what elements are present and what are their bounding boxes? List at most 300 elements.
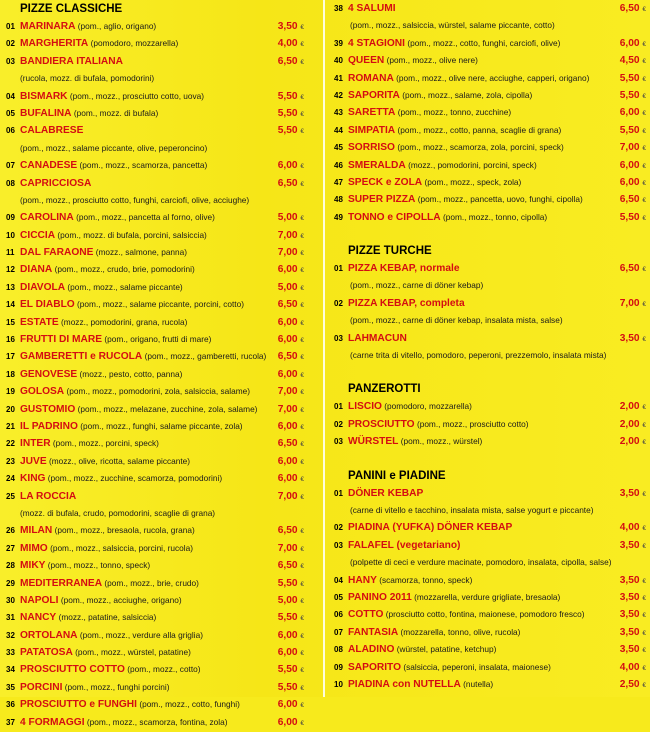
price-value: 7,00 bbox=[277, 247, 298, 259]
item-name: 4 STAGIONI bbox=[348, 37, 405, 49]
currency-symbol: € bbox=[300, 528, 304, 536]
menu-item bbox=[330, 157, 650, 174]
item-ingredients: (rucola, mozz. di bufala, pomodorini) bbox=[20, 73, 155, 84]
item-ingredients: (mozz., pesto, cotto, panna) bbox=[79, 368, 183, 379]
currency-symbol: € bbox=[642, 335, 646, 343]
price-value: 5,00 bbox=[277, 212, 298, 224]
price-value: 6,50 bbox=[619, 194, 640, 206]
item-number: 39 bbox=[334, 38, 343, 48]
price-value: 7,00 bbox=[277, 490, 298, 502]
menu-item bbox=[0, 227, 318, 244]
menu-item bbox=[0, 18, 318, 35]
currency-symbol: € bbox=[300, 650, 304, 658]
price-value: 3,50 bbox=[619, 574, 640, 586]
item-name: JUVE bbox=[20, 455, 47, 467]
item-number: 04 bbox=[334, 575, 343, 585]
item-name: FRUTTI DI MARE bbox=[20, 334, 103, 346]
menu-item bbox=[0, 418, 318, 435]
currency-symbol: € bbox=[300, 545, 304, 553]
currency-symbol: € bbox=[300, 354, 304, 362]
item-number: 03 bbox=[334, 437, 343, 447]
currency-symbol: € bbox=[300, 406, 304, 414]
item-number: 41 bbox=[334, 73, 343, 83]
panzerotti-list bbox=[330, 398, 650, 450]
price-value: 3,50 bbox=[619, 609, 640, 621]
currency-symbol: € bbox=[642, 681, 646, 689]
item-price bbox=[278, 575, 304, 593]
menu-item bbox=[330, 589, 650, 606]
currency-symbol: € bbox=[300, 458, 304, 466]
item-ingredients: (pom., mozz., scamorza, fontina, zola) bbox=[86, 716, 228, 727]
price-value: 5,50 bbox=[277, 664, 298, 676]
price-value: 5,00 bbox=[277, 281, 298, 293]
currency-symbol: € bbox=[300, 128, 304, 136]
currency-symbol: € bbox=[300, 597, 304, 605]
item-name: GOLOSA bbox=[20, 386, 65, 398]
menu-item bbox=[0, 122, 318, 139]
item-ingredients: (mozz., salmone, panna) bbox=[95, 247, 188, 258]
price-value: 6,50 bbox=[619, 263, 640, 275]
item-price bbox=[278, 540, 304, 558]
item-number: 26 bbox=[6, 526, 15, 536]
menu-item bbox=[330, 398, 650, 415]
currency-symbol: € bbox=[642, 214, 646, 222]
spacer bbox=[330, 364, 650, 380]
item-ingredients: (pom., mozz., würstel) bbox=[400, 436, 483, 447]
item-ingredients: (pom., mozz., pancetta al forno, olive) bbox=[76, 212, 215, 223]
item-price bbox=[278, 522, 304, 540]
price-value: 7,00 bbox=[277, 386, 298, 398]
item-price bbox=[278, 261, 304, 279]
item-ingredients: (pom., mozz., scamorza, pancetta) bbox=[79, 160, 208, 171]
item-ingredients: (pom., mozz., salsiccia, würstel, salame piccante, cotto) bbox=[350, 20, 555, 31]
menu-item bbox=[330, 139, 650, 156]
item-ingredients: (polpette di ceci e verdure macinate, pomodoro, insalata, cipolla, salse) bbox=[350, 557, 612, 568]
item-number: 19 bbox=[6, 387, 15, 397]
currency-symbol: € bbox=[642, 439, 646, 447]
item-name: HANY bbox=[348, 574, 377, 586]
item-number: 28 bbox=[6, 561, 15, 571]
item-number: 13 bbox=[6, 282, 15, 292]
currency-symbol: € bbox=[300, 493, 304, 501]
item-ingredients: (pom., mozz., salame piccante, porcini, cotto) bbox=[77, 299, 244, 310]
menu-item bbox=[0, 557, 318, 574]
price-value: 3,50 bbox=[619, 626, 640, 638]
item-name: ALADINO bbox=[348, 644, 395, 656]
section-title-turche: PIZZE TURCHE bbox=[348, 245, 432, 258]
currency-symbol: € bbox=[642, 612, 646, 620]
item-ingredients: (pom., mozz., brie, crudo) bbox=[104, 577, 199, 588]
item-price bbox=[278, 714, 304, 732]
currency-symbol: € bbox=[300, 423, 304, 431]
item-number: 47 bbox=[334, 177, 343, 187]
item-number: 27 bbox=[6, 543, 15, 553]
menu-item bbox=[0, 714, 318, 731]
item-ingredients: (pom., mozz., olive nere, acciughe, capperi, origano) bbox=[396, 72, 590, 83]
item-price bbox=[620, 35, 646, 53]
menu-item bbox=[0, 209, 318, 226]
currency-symbol: € bbox=[642, 404, 646, 412]
menu-item bbox=[0, 627, 318, 644]
menu-item bbox=[0, 296, 318, 313]
item-ingredients: (carne di vitello e tacchino, insalata mista, salse yogurt e piccante) bbox=[350, 504, 594, 515]
currency-symbol: € bbox=[642, 6, 646, 13]
item-name: PIADINA (YUFKA) DÖNER KEBAP bbox=[348, 522, 513, 534]
menu-item bbox=[0, 314, 318, 331]
item-price bbox=[278, 105, 304, 123]
menu-item bbox=[0, 261, 318, 278]
item-price bbox=[620, 139, 646, 157]
menu-item bbox=[0, 609, 318, 626]
item-price bbox=[278, 122, 304, 140]
item-number: 21 bbox=[6, 421, 15, 431]
price-value: 6,00 bbox=[277, 420, 298, 432]
item-ingredients: (pom., mozz., cotto) bbox=[127, 664, 201, 675]
item-price bbox=[278, 592, 304, 610]
item-name: IL PADRINO bbox=[20, 420, 78, 432]
menu-item bbox=[330, 122, 650, 139]
item-name: BUFALINA bbox=[20, 107, 72, 119]
item-ingredients: (pom., mozz., cotto, funghi, carciofi, olive) bbox=[407, 37, 561, 48]
item-price bbox=[278, 35, 304, 53]
item-name: PATATOSA bbox=[20, 647, 73, 659]
menu-item bbox=[330, 624, 650, 641]
item-number: 46 bbox=[334, 160, 343, 170]
item-name: LA ROCCIA bbox=[20, 490, 77, 502]
item-number: 08 bbox=[334, 645, 343, 655]
item-price bbox=[278, 401, 304, 419]
item-name: GAMBERETTI e RUCOLA bbox=[20, 351, 143, 363]
item-number: 34 bbox=[6, 665, 15, 675]
item-number: 09 bbox=[334, 662, 343, 672]
item-ingredients: (pom., mozz., acciughe, origano) bbox=[60, 594, 182, 605]
currency-symbol: € bbox=[300, 163, 304, 171]
item-ingredients-line bbox=[330, 347, 650, 364]
item-ingredients: (pom., mozz., verdure alla griglia) bbox=[79, 629, 203, 640]
price-value: 4,00 bbox=[619, 522, 640, 534]
item-name: SAPORITO bbox=[348, 661, 402, 673]
price-value: 6,00 bbox=[277, 160, 298, 172]
item-number: 01 bbox=[334, 488, 343, 498]
item-name: LAHMACUN bbox=[348, 332, 407, 344]
item-name: MIKY bbox=[20, 560, 46, 572]
menu-item bbox=[330, 641, 650, 658]
item-name: SIMPATIA bbox=[348, 124, 396, 136]
item-price bbox=[278, 470, 304, 488]
currency-symbol: € bbox=[300, 563, 304, 571]
item-ingredients: (pom., mozz., carne di döner kebap) bbox=[350, 280, 484, 291]
price-value: 6,00 bbox=[277, 699, 298, 711]
price-value: 6,50 bbox=[277, 560, 298, 572]
item-price bbox=[620, 519, 646, 537]
currency-symbol: € bbox=[300, 719, 304, 727]
item-name: 4 SALUMI bbox=[348, 3, 396, 14]
item-number: 03 bbox=[6, 56, 15, 66]
item-price bbox=[278, 418, 304, 436]
item-ingredients-line bbox=[330, 554, 650, 571]
menu-item bbox=[0, 331, 318, 348]
item-price bbox=[620, 537, 646, 555]
item-name: FALAFEL (vegetariano) bbox=[348, 539, 461, 551]
price-value: 6,00 bbox=[277, 629, 298, 641]
menu-item bbox=[0, 383, 318, 400]
item-ingredients: (pom., mozz., salsiccia, porcini, rucola) bbox=[50, 542, 193, 553]
menu-item bbox=[330, 52, 650, 69]
item-name: MARINARA bbox=[20, 21, 76, 32]
menu-item bbox=[0, 453, 318, 470]
item-ingredients: (pom., mozz., speck, zola) bbox=[424, 176, 522, 187]
item-name: INTER bbox=[20, 438, 51, 450]
item-ingredients-line bbox=[330, 502, 650, 519]
currency-symbol: € bbox=[642, 145, 646, 153]
menu-item bbox=[0, 279, 318, 296]
currency-symbol: € bbox=[300, 389, 304, 397]
item-name: FANTASIA bbox=[348, 626, 399, 638]
item-number: 33 bbox=[6, 648, 15, 658]
item-price bbox=[278, 279, 304, 297]
item-name: PROSCIUTTO COTTO bbox=[20, 664, 125, 676]
item-ingredients: (würstel, patatine, ketchup) bbox=[396, 644, 497, 655]
item-ingredients: (carne trita di vitello, pomodoro, peperoni, prezzemolo, insalata mista) bbox=[350, 350, 607, 361]
price-value: 6,00 bbox=[277, 647, 298, 659]
item-price bbox=[278, 366, 304, 384]
item-number: 01 bbox=[334, 402, 343, 412]
item-number: 49 bbox=[334, 212, 343, 222]
menu-item bbox=[0, 575, 318, 592]
section-title-panini: PANINI e PIADINE bbox=[348, 469, 446, 482]
item-number: 01 bbox=[6, 22, 15, 31]
price-value: 5,50 bbox=[619, 89, 640, 101]
item-number: 16 bbox=[6, 335, 15, 345]
price-value: 5,50 bbox=[619, 211, 640, 223]
item-number: 02 bbox=[334, 419, 343, 429]
item-number: 11 bbox=[6, 248, 15, 258]
currency-symbol: € bbox=[642, 75, 646, 83]
item-number: 38 bbox=[334, 4, 343, 13]
item-ingredients-line bbox=[330, 17, 650, 34]
item-ingredients: (mozzarella, verdure grigliate, bresaola) bbox=[414, 591, 561, 602]
item-number: 25 bbox=[6, 491, 15, 501]
item-name: PIADINA con NUTELLA bbox=[348, 678, 461, 690]
item-ingredients: (pomodoro, mozzarella) bbox=[384, 401, 472, 412]
right-column bbox=[330, 0, 650, 697]
item-name: PIZZA KEBAP, completa bbox=[348, 297, 465, 309]
currency-symbol: € bbox=[300, 24, 304, 31]
menu-item bbox=[0, 244, 318, 261]
item-number: 48 bbox=[334, 195, 343, 205]
item-number: 02 bbox=[334, 523, 343, 533]
item-ingredients: (pom., aglio, origano) bbox=[77, 21, 157, 31]
item-name: DIAVOLA bbox=[20, 281, 66, 293]
price-value: 6,00 bbox=[277, 716, 298, 728]
item-ingredients: (mozz., pomodorini, porcini, speck) bbox=[408, 159, 537, 170]
item-number: 10 bbox=[334, 679, 343, 689]
panini-list bbox=[330, 485, 650, 694]
menu-item bbox=[0, 592, 318, 609]
menu-item bbox=[330, 87, 650, 104]
currency-symbol: € bbox=[300, 232, 304, 240]
item-name: CICCIA bbox=[20, 229, 56, 241]
price-value: 4,50 bbox=[619, 55, 640, 67]
price-value: 4,00 bbox=[619, 661, 640, 673]
item-name: BISMARK bbox=[20, 90, 68, 102]
item-number: 17 bbox=[6, 352, 15, 362]
item-name: PROSCIUTTO e FUNGHI bbox=[20, 699, 137, 711]
item-price bbox=[278, 53, 304, 71]
item-price bbox=[620, 122, 646, 140]
item-price bbox=[620, 0, 646, 18]
currency-symbol: € bbox=[300, 476, 304, 484]
price-value: 6,00 bbox=[277, 368, 298, 380]
currency-symbol: € bbox=[300, 337, 304, 345]
price-value: 4,00 bbox=[277, 38, 298, 50]
menu-item bbox=[330, 209, 650, 226]
column-divider bbox=[323, 0, 325, 697]
item-name: MEDITERRANEA bbox=[20, 577, 103, 589]
item-number: 42 bbox=[334, 90, 343, 100]
item-name: CAROLINA bbox=[20, 212, 74, 224]
currency-symbol: € bbox=[642, 542, 646, 550]
menu-item bbox=[330, 485, 650, 502]
item-ingredients: (pom., mozz., olive nere) bbox=[386, 55, 478, 66]
menu-item bbox=[330, 260, 650, 277]
menu-item bbox=[330, 295, 650, 312]
menu-item bbox=[0, 470, 318, 487]
item-number: 09 bbox=[6, 213, 15, 223]
currency-symbol: € bbox=[642, 179, 646, 187]
price-value: 6,50 bbox=[619, 3, 640, 14]
currency-symbol: € bbox=[300, 684, 304, 692]
item-number: 03 bbox=[334, 333, 343, 343]
item-number: 23 bbox=[6, 456, 15, 466]
item-price bbox=[620, 295, 646, 313]
item-price bbox=[278, 488, 304, 506]
item-price bbox=[278, 348, 304, 366]
item-number: 18 bbox=[6, 369, 15, 379]
menu-item bbox=[330, 606, 650, 623]
item-ingredients: (pom., mozz., tonno, cipolla) bbox=[442, 211, 548, 222]
item-ingredients: (pom., origano, frutti di mare) bbox=[104, 334, 212, 345]
item-price bbox=[620, 641, 646, 659]
price-value: 5,50 bbox=[277, 681, 298, 693]
currency-symbol: € bbox=[642, 577, 646, 585]
item-name: WÜRSTEL bbox=[348, 436, 399, 448]
item-ingredients-line bbox=[0, 70, 318, 87]
price-value: 3,50 bbox=[277, 21, 298, 32]
menu-item bbox=[0, 540, 318, 557]
item-price bbox=[278, 644, 304, 662]
item-name: GUSTOMIO bbox=[20, 403, 76, 415]
item-price bbox=[620, 589, 646, 607]
classiche-cont-list bbox=[330, 0, 650, 226]
item-price bbox=[620, 606, 646, 624]
price-value: 5,50 bbox=[277, 125, 298, 137]
item-number: 14 bbox=[6, 300, 15, 310]
item-number: 22 bbox=[6, 439, 15, 449]
item-number: 30 bbox=[6, 595, 15, 605]
currency-symbol: € bbox=[642, 647, 646, 655]
item-name: NAPOLI bbox=[20, 594, 59, 606]
item-price bbox=[278, 453, 304, 471]
menu-item bbox=[330, 70, 650, 87]
price-value: 2,00 bbox=[619, 418, 640, 430]
price-value: 6,50 bbox=[277, 351, 298, 363]
item-name: COTTO bbox=[348, 609, 384, 621]
item-price bbox=[278, 331, 304, 349]
spacer bbox=[330, 451, 650, 467]
menu-item bbox=[0, 401, 318, 418]
item-price bbox=[620, 572, 646, 590]
item-ingredients: (pom., mozz., cotto, funghi) bbox=[139, 699, 240, 710]
currency-symbol: € bbox=[300, 284, 304, 292]
item-number: 10 bbox=[6, 230, 15, 240]
item-ingredients: (pom., mozz. di bufala) bbox=[73, 107, 159, 118]
classiche-list bbox=[0, 18, 318, 731]
item-name: 4 FORMAGGI bbox=[20, 716, 85, 728]
item-price bbox=[278, 609, 304, 627]
item-ingredients: (pom., mozz., tonno, speck) bbox=[47, 560, 151, 571]
item-name: MARGHERITA bbox=[20, 38, 89, 50]
item-ingredients: (pom., mozz., funghi porcini) bbox=[64, 681, 170, 692]
item-name: BANDIERA ITALIANA bbox=[20, 55, 123, 67]
item-name: LISCIO bbox=[348, 401, 382, 413]
menu-item bbox=[0, 661, 318, 678]
currency-symbol: € bbox=[642, 40, 646, 48]
item-number: 12 bbox=[6, 265, 15, 275]
menu-item bbox=[0, 175, 318, 192]
menu-item bbox=[330, 174, 650, 191]
item-price bbox=[620, 485, 646, 503]
item-name: MILAN bbox=[20, 525, 53, 537]
currency-symbol: € bbox=[642, 110, 646, 118]
item-name: QUEEN bbox=[348, 55, 385, 67]
item-ingredients-line bbox=[330, 312, 650, 329]
item-price bbox=[620, 330, 646, 348]
currency-symbol: € bbox=[300, 58, 304, 66]
currency-symbol: € bbox=[300, 302, 304, 310]
item-name: SPECK e ZOLA bbox=[348, 176, 423, 188]
currency-symbol: € bbox=[642, 197, 646, 205]
currency-symbol: € bbox=[300, 441, 304, 449]
item-ingredients: (pom., mozz., porcini, speck) bbox=[52, 438, 159, 449]
item-name: DÖNER KEBAP bbox=[348, 487, 424, 499]
item-ingredients: (pom., mozz., carne di döner kebap, insalata mista, salse) bbox=[350, 315, 563, 326]
item-ingredients-line bbox=[330, 277, 650, 294]
currency-symbol: € bbox=[300, 180, 304, 188]
item-number: 36 bbox=[6, 700, 15, 710]
item-price bbox=[620, 191, 646, 209]
menu-item bbox=[330, 104, 650, 121]
price-value: 3,50 bbox=[619, 539, 640, 551]
item-number: 01 bbox=[334, 264, 343, 274]
price-value: 7,00 bbox=[619, 297, 640, 309]
item-name: SUPER PIZZA bbox=[348, 194, 416, 206]
item-number: 02 bbox=[6, 39, 15, 49]
turche-list bbox=[330, 260, 650, 364]
item-ingredients: (pom., mozz., zucchine, scamorza, pomodorini) bbox=[47, 473, 223, 484]
currency-symbol: € bbox=[642, 300, 646, 308]
item-price bbox=[620, 104, 646, 122]
item-number: 08 bbox=[6, 178, 15, 188]
item-price bbox=[278, 157, 304, 175]
item-name: CAPRICCIOSA bbox=[20, 177, 92, 189]
item-number: 15 bbox=[6, 317, 15, 327]
item-name: SMERALDA bbox=[348, 159, 406, 171]
item-price bbox=[278, 661, 304, 679]
item-ingredients: (mozzarella, tonno, olive, rucola) bbox=[400, 626, 521, 637]
left-column bbox=[0, 0, 318, 728]
item-number: 20 bbox=[6, 404, 15, 414]
